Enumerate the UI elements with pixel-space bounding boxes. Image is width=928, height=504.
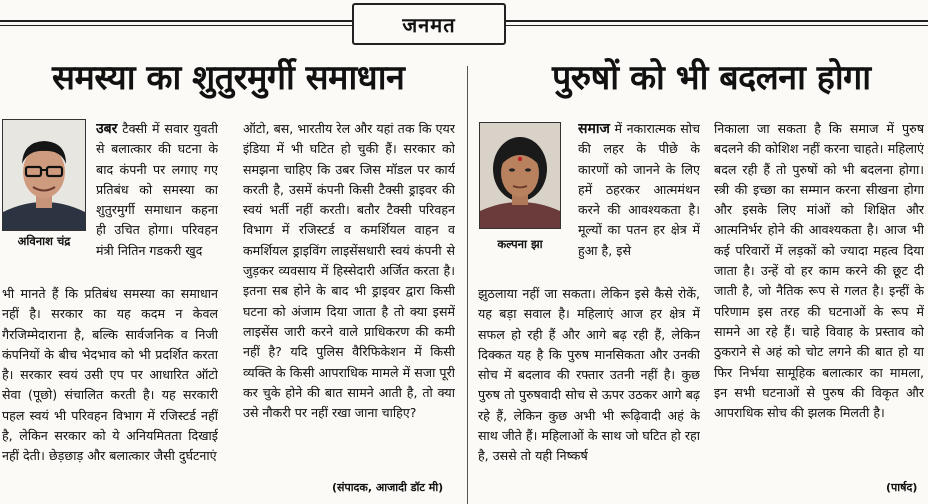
left-col1-top-text: टैक्सी में सवार युवती से बलात्कार की घटना के बाद कंपनी पर लगाए गए प्रतिबंध को समस्या का शुतुरमुर्गी समाधान कहना ही उचित होगा। परिवहन मंत्री नितिन गडकरी खुद — [96, 121, 218, 258]
left-headline: समस्या का शुतुरमुर्गी समाधान — [52, 58, 405, 98]
section-title: जनमत — [352, 3, 506, 45]
top-rule-left — [0, 20, 352, 22]
left-lead-word: उबर — [96, 121, 118, 137]
right-column-1-bottom — [478, 284, 700, 504]
left-col1-bottom-text: भी मानते हैं कि प्रतिबंध समस्या का समाधान नहीं है। सरकार का यह कदम न केवल गैरजिम्मेदाराना है, बल्कि सार्वजनिक व निजी कंपनियों के बीच भेदभाव को भी प्रदर्शित करता है। सरकार स्वयं उसी एप पर आधारित ऑटो सेवा (पूछो) संचालित करती है। यह सरकारी पहल स्वयं भी परिवहन विभाग में रजिस्टर्ड नहीं है, लेकिन सरकार को ये अनियमितता दिखाई नहीं देती। छेड़छाड़ और बलात्कार जैसी दुर्घटनाएं — [2, 286, 218, 464]
left-author-photo — [2, 119, 86, 231]
article-divider — [467, 66, 468, 504]
left-credit: (संपादक, आजादी डॉट मी) — [332, 481, 444, 494]
right-column-2 — [714, 119, 924, 473]
right-lead-word: समाज — [578, 121, 610, 137]
man-portrait-icon — [3, 120, 85, 230]
right-col1-top-text: में नकारात्मक सोच की लहर के पीछे के कारणों को जानने के लिए हमें ठहरकर आत्ममंथन करने की आवश्यकता है। मूल्यों का पतन हर क्षेत्र में हुआ है, इसे — [578, 121, 700, 258]
top-rule-right-thin — [504, 25, 928, 26]
right-col1-bottom-text: झुठलाया नहीं जा सकता। लेकिन इसे कैसे रोकें, यह बड़ा सवाल है। महिलाएं आज हर क्षेत्र में सफल हो रही हैं और आगे बढ़ रही हैं, लेकिन दिक्कत यह है कि पुरुष मानसिकता और उनकी सोच में बदलाव की रफ्तार उतनी नहीं है। कुछ पुरुष तो पुरुषवादी सोच से ऊपर उठकर आगे बढ़ रहे हैं, लेकिन कुछ अभी भी रूढ़िवादी अहं के साथ जीते हैं। महिलाओं के साथ जो घटित हो रहा है, उससे तो यही निष्कर्ष — [478, 286, 700, 464]
left-author-name: अविनाश चंद्र — [17, 234, 71, 248]
right-author-photo — [479, 122, 561, 229]
left-col2-text: ऑटो, बस, भारतीय रेल और यहां तक कि एयर इंडिया में भी घटित हो चुकी हैं। सरकार को समझना चाहिए कि उबर जिस मॉडल पर कार्य करती है, उसमें कंपनी किसी टैक्सी ड्राइवर की स्वयं भर्ती नहीं करती। बतौर टैक्सी परिवहन विभाग में रजिस्टर्ड व कमर्शियल वाहन व कमर्शियल ड्राइविंग लाइसेंसधारी स्वयं कंपनी से जुड़कर व्यवसाय में हिस्सेदारी अर्जित करता है। इतना सब होने के बाद भी ड्राइवर द्वारा किसी घटना को अंजाम दिया जाता है तो क्या इसमें लाइसेंस जारी करने वाले प्राधिकरण की कमी नहीं है? यदि पुलिस वैरिफिकेशन में किसी व्यक्ति के किसी आपराधिक मामले में सजा पूरी कर चुके होने की बात सामने आती है, तो क्या उसे नौकरी पर नहीं रखा जाना चाहिए? — [243, 121, 455, 421]
right-headline: पुरुषों को भी बदलना होगा — [552, 58, 871, 98]
right-column-1-top — [578, 119, 700, 283]
left-column-2 — [243, 119, 455, 473]
woman-portrait-icon — [480, 123, 560, 228]
left-column-1-top — [96, 119, 218, 283]
left-column-1-bottom — [2, 284, 218, 504]
right-col2-text: निकाला जा सकता है कि समाज में पुरुष बदलने की कोशिश नहीं करना चाहते। महिलाएं बदल रही हैं तो पुरुषों को भी बदलना होगा। स्त्री की इच्छा का सम्मान करना सीखना होगा और इसके लिए मांओं को शिक्षित और आत्मनिर्भर होने की आवश्यकता है। आज भी कई परिवारों में लड़कों को ज्यादा महत्व दिया जाता है। उन्हें वो हर काम करने की छूट दी जाती है, जो नैतिक रूप से गलत है। इन्हीं के परिणाम इस तरह की घटनाओं के रूप में सामने आ रहे हैं। चाहे विवाह के प्रस्ताव को ठुकराने से अहं को चोट लगने की बात हो या फिर निर्भया सामूहिक बलात्कार का मामला, इन सभी घटनाओं से पुरुष की विकृत और आपराधिक सोच की झलक मिलती है। — [714, 121, 924, 421]
top-rule-right — [504, 20, 928, 22]
right-credit: (पार्षद) — [886, 481, 918, 494]
right-author-name: कल्पना झा — [497, 237, 543, 251]
top-rule-left-thin — [0, 25, 352, 26]
